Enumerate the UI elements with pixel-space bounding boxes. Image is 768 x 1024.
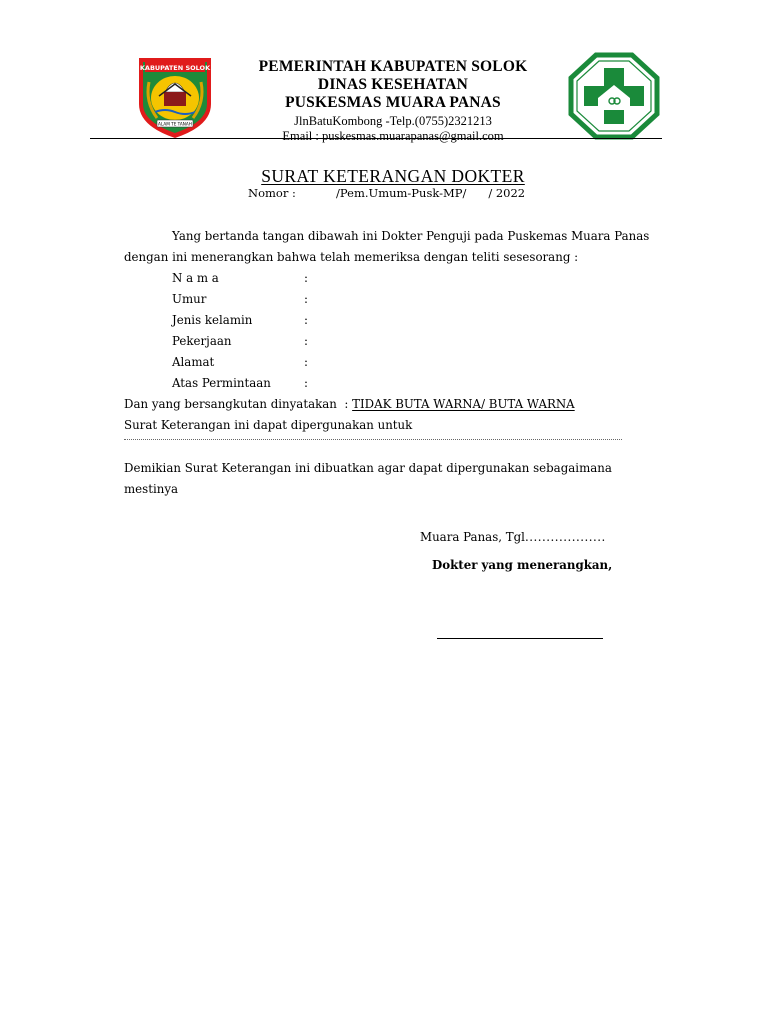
color-blind-status: TIDAK BUTA WARNA/ BUTA WARNA	[352, 397, 575, 411]
letterhead-address: JlnBatuKombong -Telp.(0755)2321213	[294, 114, 492, 128]
closing-line-2: mestinya	[124, 482, 179, 496]
usage-line: Surat Keterangan ini dapat dipergunakan untuk	[124, 418, 413, 432]
field-colon: :	[304, 355, 308, 369]
field-colon: :	[304, 271, 308, 285]
usage-dotted-line	[124, 439, 622, 440]
field-label-alamat: Alamat	[172, 355, 215, 369]
place-date: Muara Panas, Tgl...................	[420, 530, 606, 544]
intro-line-2: dengan ini menerangkan bahwa telah memeriksa dengan teliti sesesorang :	[124, 250, 579, 264]
letterhead	[220, 58, 566, 144]
signer-title: Dokter yang menerangkan,	[432, 558, 613, 572]
letterhead-government: PEMERINTAH KABUPATEN SOLOK	[258, 58, 528, 75]
letterhead-department: DINAS KESEHATAN	[317, 76, 469, 93]
document-number: Nomor : /Pem.Umum-Pusk-MP/ / 2022	[248, 186, 526, 200]
signature-line	[437, 638, 603, 639]
field-label-jenis-kelamin: Jenis kelamin	[172, 313, 253, 327]
field-label-atas-permintaan: Atas Permintaan	[172, 376, 271, 390]
closing-line-1: Demikian Surat Keterangan ini dibuatkan agar dapat dipergunakan sebagaimana	[124, 461, 612, 475]
statement-prefix: Dan yang bersangkutan dinyatakan :	[124, 397, 353, 411]
intro-line-1: Yang bertanda tangan dibawah ini Dokter Penguji pada Puskemas Muara Panas	[172, 229, 650, 243]
svg-text:KABUPATEN SOLOK: KABUPATEN SOLOK	[139, 64, 211, 72]
letterhead-divider	[90, 138, 662, 139]
puskesmas-logo-icon	[568, 52, 660, 140]
field-colon: :	[304, 376, 308, 390]
statement-line	[124, 397, 575, 411]
field-label-umur: Umur	[172, 292, 207, 306]
field-colon: :	[304, 292, 308, 306]
field-label-pekerjaan: Pekerjaan	[172, 334, 232, 348]
field-label-nama: N a m a	[172, 271, 219, 285]
kabupaten-solok-emblem-icon	[135, 52, 215, 140]
field-colon: :	[304, 334, 308, 348]
document-title: SURAT KETERANGAN DOKTER	[261, 166, 525, 186]
letterhead-institution: PUSKESMAS MUARA PANAS	[285, 94, 501, 111]
svg-text:ALAM TE TANAH: ALAM TE TANAH	[158, 121, 192, 127]
letterhead-email: Email : puskesmas.muarapanas@gmail.com	[282, 129, 504, 143]
field-colon: :	[304, 313, 308, 327]
